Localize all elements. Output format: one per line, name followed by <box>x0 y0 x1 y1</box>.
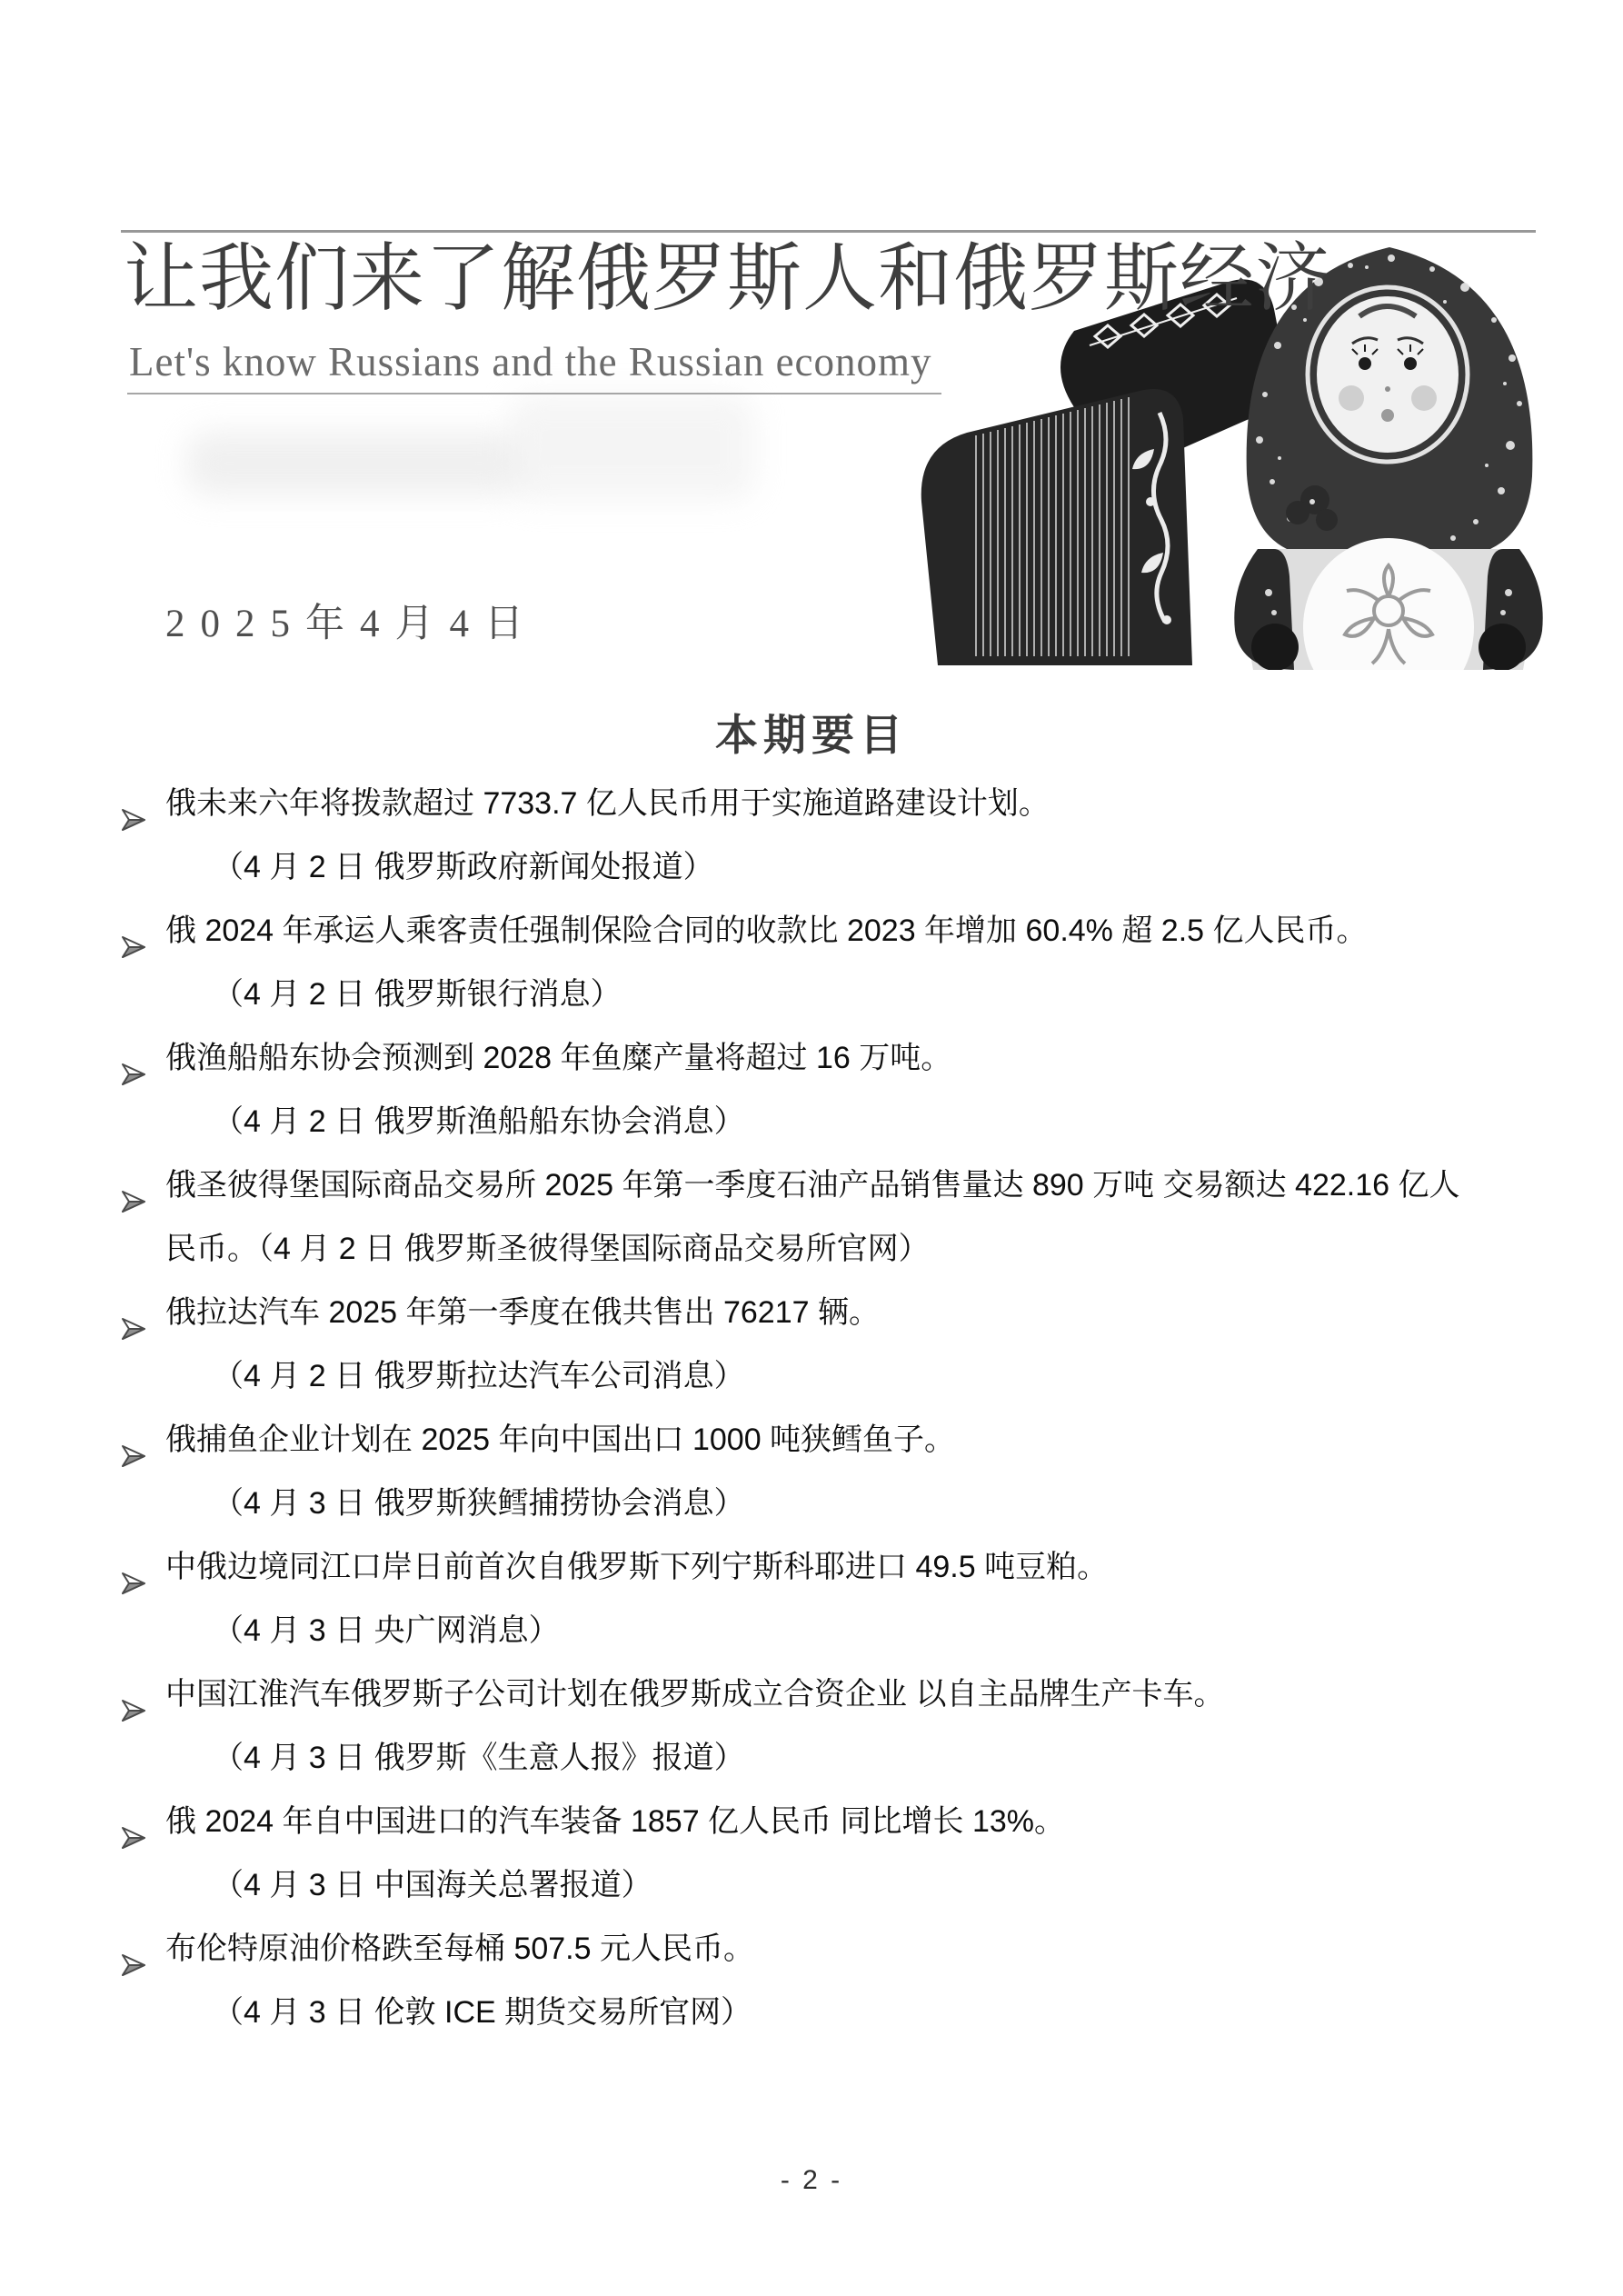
issue-date: 2025年4月4日 <box>165 603 539 645</box>
news-item-text: 俄 2024 年承运人乘客责任强制保险合同的收款比 2023 年增加 60.4% 超 2.5 亿人民币。 <box>165 913 1368 948</box>
news-item <box>165 1662 1490 1790</box>
masthead-title-english: Let's know Russians and the Russian economy <box>127 338 941 394</box>
arrowhead-right-icon <box>120 791 147 816</box>
news-item-source: （4 月 3 日 俄罗斯狭鳕捕捞协会消息） <box>213 1486 745 1521</box>
contents-heading: 本期要目 <box>715 711 908 759</box>
page-number: - 2 - <box>780 2165 843 2195</box>
news-item-text: 俄拉达汽车 2025 年第一季度在俄共售出 76217 辆。 <box>165 1295 880 1330</box>
news-item-source: （4 月 3 日 中国海关总署报道） <box>213 1868 652 1902</box>
arrowhead-right-icon <box>120 918 147 943</box>
arrowhead-right-icon <box>120 1936 147 1962</box>
news-item <box>165 772 1490 899</box>
news-item-source: （4 月 3 日 俄罗斯《生意人报》报道） <box>213 1741 745 1775</box>
arrowhead-right-icon <box>120 1173 147 1198</box>
news-item <box>165 1917 1490 2044</box>
news-item <box>165 1408 1490 1535</box>
news-item-source: （4 月 2 日 俄罗斯银行消息） <box>213 977 622 1012</box>
arrowhead-right-icon <box>120 1427 147 1452</box>
gusli-zither <box>921 389 1192 665</box>
news-item-text: 俄圣彼得堡国际商品交易所 2025 年第一季度石油产品销售量达 890 万吨 交易额达 422.16 亿人民币。（4 月 2 日 俄罗斯圣彼得堡国际商品交易所官网） <box>165 1168 1460 1266</box>
masthead-title-chinese: 让我们来了解俄罗斯人和俄罗斯经济 <box>124 237 1331 320</box>
news-item-text: 俄捕鱼企业计划在 2025 年向中国出口 1000 吨狭鳕鱼子。 <box>165 1423 956 1457</box>
scan-artifact <box>186 432 523 495</box>
news-item-source: （4 月 2 日 俄罗斯拉达汽车公司消息） <box>213 1359 745 1393</box>
scan-artifact <box>509 395 754 500</box>
news-item <box>165 1153 1490 1281</box>
news-item <box>165 1790 1490 1917</box>
news-item <box>165 1535 1490 1662</box>
arrowhead-right-icon <box>120 1045 147 1071</box>
news-item-text: 俄 2024 年自中国进口的汽车装备 1857 亿人民币 同比增长 13%。 <box>165 1804 1065 1839</box>
news-item-text: 中俄边境同江口岸日前首次自俄罗斯下列宁斯科耶进口 49.5 吨豆粕。 <box>165 1550 1109 1584</box>
news-item <box>165 1026 1490 1153</box>
arrowhead-right-icon <box>120 1554 147 1580</box>
news-list <box>165 772 1490 2044</box>
news-item-text: 俄未来六年将拨款超过 7733.7 亿人民币用于实施道路建设计划。 <box>165 786 1050 821</box>
arrowhead-right-icon <box>120 1809 147 1834</box>
news-item-source: （4 月 3 日 伦敦 ICE 期货交易所官网） <box>213 1995 752 2030</box>
news-item-text: 布伦特原油价格跌至每桶 507.5 元人民币。 <box>165 1932 754 1966</box>
arrowhead-right-icon <box>120 1300 147 1325</box>
news-item-source: （4 月 2 日 俄罗斯政府新闻处报道） <box>213 850 714 884</box>
news-item <box>165 899 1490 1026</box>
news-item-text: 中国江淮汽车俄罗斯子公司计划在俄罗斯成立合资企业 以自主品牌生产卡车。 <box>165 1677 1225 1712</box>
news-item <box>165 1281 1490 1408</box>
news-item-source: （4 月 2 日 俄罗斯渔船船东协会消息） <box>213 1104 745 1139</box>
news-item-source: （4 月 3 日 央广网消息） <box>213 1613 560 1648</box>
news-item-text: 俄渔船船东协会预测到 2028 年鱼糜产量将超过 16 万吨。 <box>165 1041 952 1075</box>
arrowhead-right-icon <box>120 1682 147 1707</box>
